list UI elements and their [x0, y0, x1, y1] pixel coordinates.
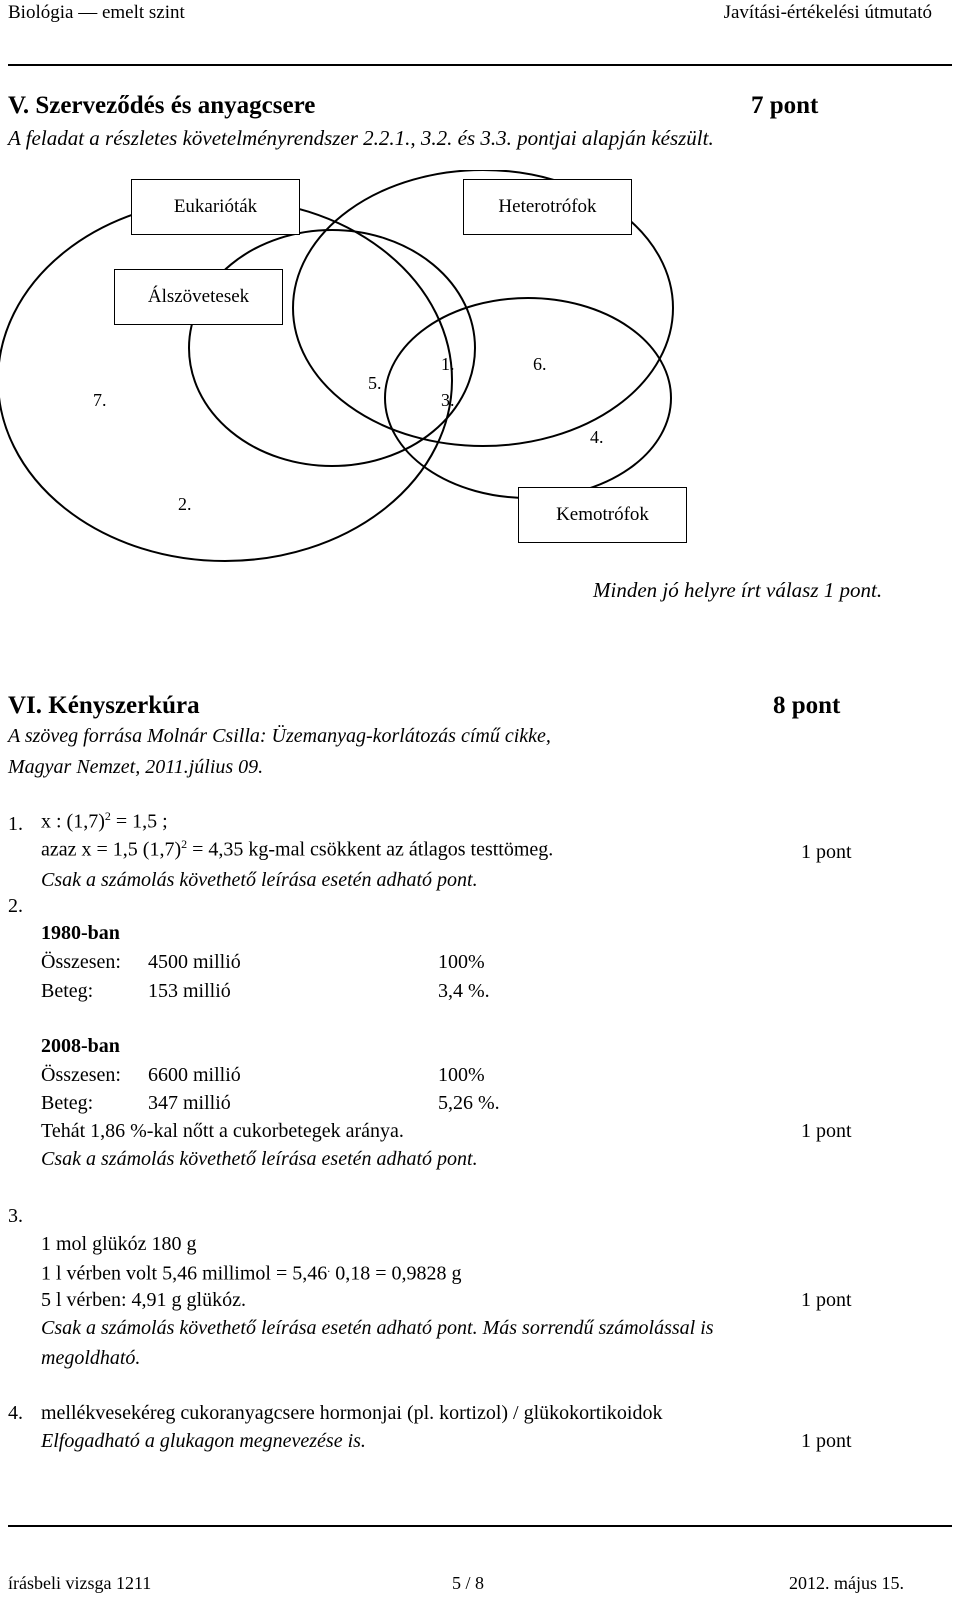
- venn-num-2: 2.: [178, 494, 192, 514]
- header-left: Biológia — emelt szint: [8, 2, 185, 23]
- q3-line1: 1 mol glükóz 180 g: [41, 1233, 197, 1255]
- q1-note: Csak a számolás követhető leírása esetén adható pont.: [41, 869, 478, 891]
- q1-line1: x : $(1,7)^2 = 1,5$ ;: [41, 809, 168, 833]
- q2-1980-total-pct: 100%: [438, 951, 485, 973]
- q2-2008-total-pct: 100%: [438, 1064, 485, 1086]
- q4-number: 4.: [8, 1402, 23, 1424]
- q2-note: Csak a számolás követhető leírása esetén adható pont.: [41, 1148, 478, 1170]
- q2-2008-sick-pct: 5,26 %.: [438, 1092, 500, 1114]
- q3-line3: 5 l vérben: 4,91 g glükóz.: [41, 1289, 246, 1311]
- q1-line2: azaz x = 1,5 $(1,7)^2 = 4,35$ kg-mal csökkent az átlagos testtömeg.: [41, 837, 554, 861]
- section6-title: VI. Kényszerkúra: [8, 692, 200, 719]
- venn-num-3: 3.: [441, 390, 455, 410]
- venn-box-heterotrofok: Heterotrófok: [463, 179, 632, 235]
- q3-note-line1: Csak a számolás követhető leírása esetén adható pont. Más sorrendű számolással is: [41, 1317, 714, 1339]
- q2-2008-total-value: 6600 millió: [148, 1064, 241, 1086]
- q3-number: 3.: [8, 1205, 23, 1227]
- venn-num-1: 1.: [441, 354, 455, 374]
- eukariotak-ellipse: [0, 199, 452, 561]
- footer-right: 2012. május 15.: [789, 1573, 904, 1593]
- q2-1980-total-label: Összesen:: [41, 951, 121, 973]
- q2-1980-sick-pct: 3,4 %.: [438, 980, 490, 1002]
- venn-num-5: 5.: [368, 373, 382, 393]
- q2-1980-label: 1980-ban: [41, 922, 120, 944]
- venn-box-alszovetesek: Álszövetesek: [114, 269, 283, 325]
- header-rule: [8, 64, 952, 66]
- footer-left: írásbeli vizsga 1211: [8, 1573, 152, 1593]
- q2-number: 2.: [8, 895, 23, 917]
- q1-number: 1.: [8, 813, 23, 835]
- q3-line2: 1 l vérben volt 5,46 millimol = 5,46. 0,18 = 0,9828 g: [41, 1261, 462, 1285]
- venn-box-eukariotak: Eukarióták: [131, 179, 300, 235]
- footer-page-number: 5 / 8: [452, 1573, 485, 1593]
- section5-points: 7 pont: [751, 92, 819, 119]
- venn-num-6: 6.: [533, 354, 547, 374]
- q2-1980-total-value: 4500 millió: [148, 951, 241, 973]
- section6-source-line1: A szöveg forrása Molnár Csilla: Üzemanyag-korlátozás című cikke,: [8, 725, 551, 747]
- venn-box-kemotrofok: Kemotrófok: [518, 487, 687, 543]
- q3-note-line2: megoldható.: [41, 1347, 141, 1369]
- section5-subtitle: A feladat a részletes követelményrendszer 2.2.1., 3.2. és 3.3. pontjai alapján készült.: [8, 126, 714, 150]
- q4-note: Elfogadható a glukagon megnevezése is.: [41, 1430, 366, 1452]
- q2-2008-label: 2008-ban: [41, 1035, 120, 1057]
- q3-points: 1 pont: [801, 1289, 852, 1311]
- venn-num-7: 7.: [93, 390, 107, 410]
- alszovetesek-ellipse: [189, 230, 475, 466]
- q2-1980-sick-label: Beteg:: [41, 980, 94, 1002]
- header-right: Javítási-értékelési útmutató: [723, 2, 932, 23]
- section5-title: V. Szerveződés és anyagcsere: [8, 92, 316, 119]
- q4-points: 1 pont: [801, 1430, 852, 1452]
- footer-rule: [8, 1525, 952, 1527]
- section6-source-line2: Magyar Nemzet, 2011.július 09.: [8, 756, 264, 778]
- q4-line1: mellékvesekéreg cukoranyagcsere hormonjai (pl. kortizol) / glükokortikoidok: [41, 1402, 663, 1424]
- section6-points: 8 pont: [773, 692, 841, 719]
- q2-points: 1 pont: [801, 1120, 852, 1142]
- q1-points: 1 pont: [801, 841, 852, 863]
- venn-num-4: 4.: [590, 427, 604, 447]
- q2-2008-sick-label: Beteg:: [41, 1092, 94, 1114]
- q2-1980-sick-value: 153 millió: [148, 980, 231, 1002]
- q2-2008-sick-value: 347 millió: [148, 1092, 231, 1114]
- q2-2008-total-label: Összesen:: [41, 1064, 121, 1086]
- q2-conclusion: Tehát 1,86 %-kal nőtt a cukorbetegek aránya.: [41, 1120, 404, 1142]
- section5-scoring-note: Minden jó helyre írt válasz 1 pont.: [593, 578, 883, 602]
